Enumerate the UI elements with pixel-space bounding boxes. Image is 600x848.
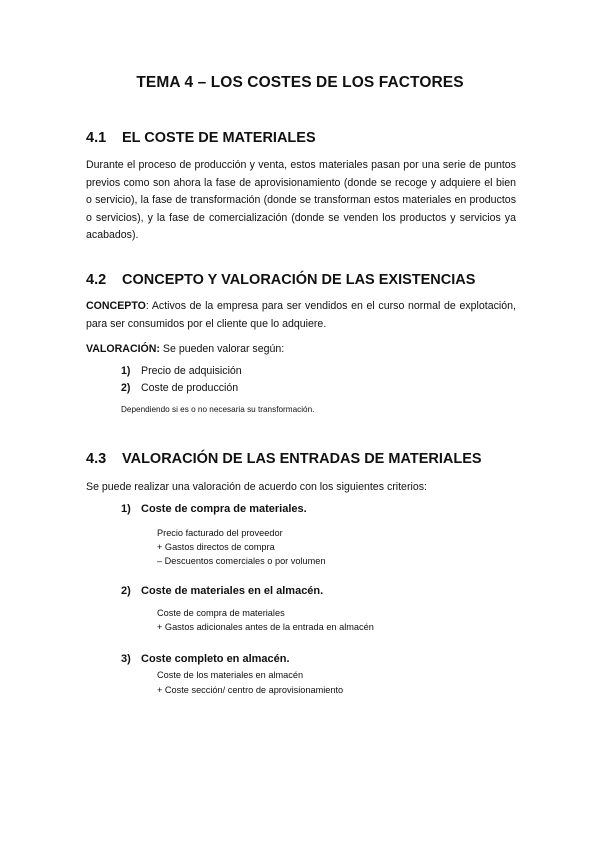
criteria-intro: Se puede realizar una valoración de acuerdo con los siguientes criterios:	[86, 481, 427, 493]
criterion-line: Precio facturado del proveedor	[157, 528, 283, 538]
valoracion-line	[86, 343, 284, 355]
criterion-heading	[121, 585, 323, 597]
criterion-label: Coste de materiales en el almacén.	[141, 585, 324, 597]
criterion-heading	[121, 653, 290, 665]
criterion-line: Coste de compra de materiales	[157, 608, 285, 618]
transformation-note: Dependiendo si es o no necesaria su transformación.	[121, 405, 315, 414]
section-4-2-heading	[86, 272, 475, 288]
section-4-1-heading	[86, 130, 316, 146]
criterion-line: – Descuentos comerciales o por volumen	[157, 556, 326, 566]
criterion-line: + Gastos adicionales antes de la entrada en almacén	[157, 622, 374, 632]
criterion-label: Coste de compra de materiales.	[141, 503, 307, 515]
page-title: TEMA 4 – LOS COSTES DE LOS FACTORES	[136, 74, 464, 91]
section-number: 4.3	[86, 451, 107, 467]
criterion-line: + Coste sección/ centro de aprovisionamiento	[157, 685, 344, 695]
section-title: VALORACIÓN DE LAS ENTRADAS DE MATERIALES	[122, 451, 482, 467]
list-item-text: Coste de producción	[141, 382, 239, 394]
criterion-number: 3)	[121, 653, 131, 665]
section-4-1-paragraph: Durante el proceso de producción y venta, estos materiales pasan por una serie de puntos previos como son ahora la fase de aprovisionamiento (donde se recoge y adquiere el bien o servicio), la fase de transformación (donde se transforman estos materiales en productos o servicios), y la fase de comercialización (donde se venden los productos y servicios ya acabados).	[86, 159, 516, 242]
criterion-heading	[121, 503, 307, 515]
section-title: EL COSTE DE MATERIALES	[122, 130, 316, 146]
list-item	[121, 365, 242, 377]
list-item	[121, 382, 238, 394]
criterion-number: 1)	[121, 503, 131, 515]
list-item-number: 1)	[121, 365, 131, 377]
section-number: 4.1	[86, 130, 107, 146]
section-title: CONCEPTO Y VALORACIÓN DE LAS EXISTENCIAS	[122, 272, 476, 288]
concepto-text: : Activos de la empresa para ser vendidos en el curso normal de explotación, para ser consumidos por el cliente que lo adquiere.	[86, 300, 516, 330]
section-4-3-heading	[86, 451, 482, 467]
criterion-line: Coste de los materiales en almacén	[157, 670, 304, 680]
list-item-text: Precio de adquisición	[141, 365, 242, 377]
valoracion-label: VALORACIÓN:	[86, 343, 160, 355]
criterion-label: Coste completo en almacén.	[141, 653, 290, 665]
concepto-paragraph	[86, 298, 516, 333]
concepto-label: CONCEPTO	[86, 300, 146, 312]
section-number: 4.2	[86, 272, 107, 288]
criterion-line: + Gastos directos de compra	[157, 542, 275, 552]
valoracion-text: Se pueden valorar según:	[159, 343, 285, 355]
criterion-number: 2)	[121, 585, 131, 597]
list-item-number: 2)	[121, 382, 131, 394]
